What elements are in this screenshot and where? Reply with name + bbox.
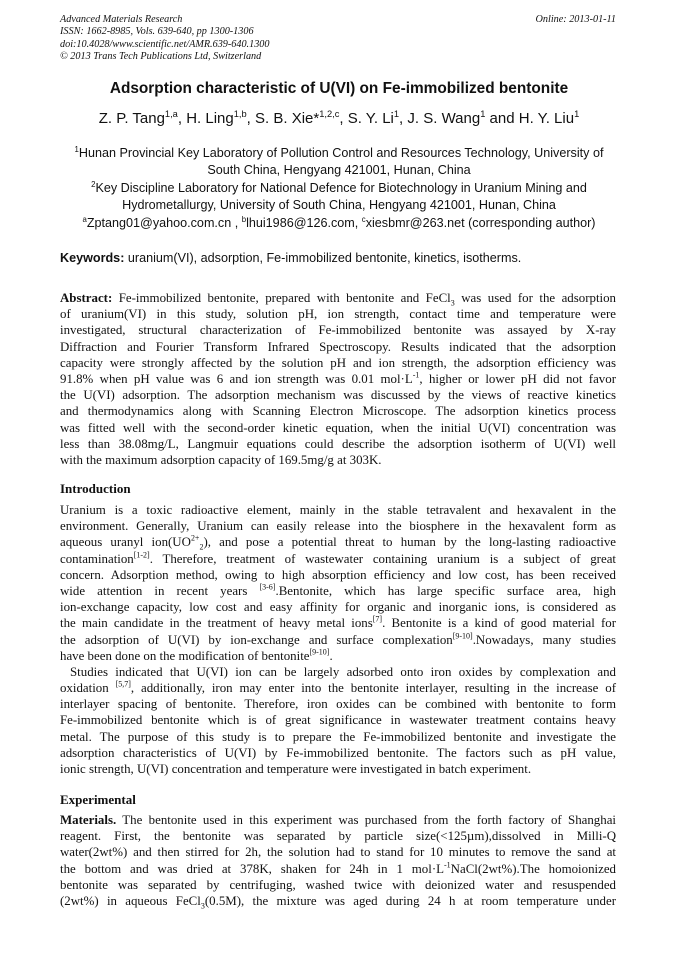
author-list: Z. P. Tang$^{1,a}$, H. Ling$^{1,b}$, S. B. Xie*$^{1,2,c}$, S. Y. Li$^1$, J. S. Wang$^1$ and H. Y. Liu$^1$ — [98, 109, 580, 127]
citation: [7] — [372, 615, 383, 625]
citation: [5,7] — [115, 679, 131, 689]
author-emails: $^a$Zptang01@yahoo.com.cn , $^b$lhui1986@126.com, $^c$xiesbmr@263.net (corresponding author) — [82, 214, 596, 230]
affiliation-1: $^1$Hunan Provincial Key Laboratory of Pollution Control and Resources Technology, University of South China, Hengyang 421001, Hunan, China — [74, 144, 604, 177]
citation: [9-10] — [309, 647, 330, 657]
keywords-label: Keywords: — [60, 251, 125, 265]
keywords-text: uranium(VI), adsorption, Fe-immobilized bentonite, kinetics, isotherms. — [127, 251, 522, 265]
section-heading-introduction: Introduction — [60, 481, 131, 496]
author-name: H. Ling — [186, 110, 234, 127]
email-a: Zptang01@yahoo.com.cn , — [86, 216, 239, 230]
citation: [1-2] — [133, 550, 150, 560]
email-c: xiesbmr@263.net (corresponding author) — [365, 216, 596, 230]
section-heading-experimental: Experimental — [60, 792, 136, 807]
author-name: S. Y. Li — [347, 110, 394, 127]
journal-name: Advanced Materials Research — [60, 14, 183, 25]
citation: [3-6] — [259, 582, 276, 592]
journal-issn: ISSN: 1662-8985, Vols. 639-640, pp 1300-1306 — [60, 26, 254, 38]
author-affil-mark: 1 — [480, 109, 486, 119]
abstract-label: Abstract: — [60, 291, 113, 305]
citation: [9-10] — [452, 631, 473, 641]
email-b: lhui1986@126.com, — [246, 216, 359, 230]
materials-body: Materials. The bentonite used in this experiment was purchased from the forth factory of Shanghai reagent. First, the bentonite was separated by particle size(<125µm),dissolved in Milli-Q water(2wt%) and then stirred for 2h, the solution had to stand for 10 minutes to remove the sand at the bottom and was dried at 378K, shaken for 24h in 1 $mol\cdot L^{-1}NaCl(2wt\%).The$ homoionized bentonite was separated by centrifuging, washed twice with deionized water and resuspended (2wt%) in aqueous FeCl$_3$(0.5M), the mixture was aged during 24 h at room temperature under — [60, 813, 617, 911]
author-name: J. S. Wang — [407, 110, 481, 127]
paper-title: Adsorption characteristic of U(VI) on Fe-immobilized bentonite — [109, 80, 569, 97]
author-affil-mark: 1,2,c — [319, 109, 340, 119]
author-name: S. B. Xie* — [255, 110, 320, 127]
author-affil-mark: 1 — [393, 109, 400, 119]
author-affil-mark: 1 — [574, 109, 580, 119]
journal-copyright: © 2013 Trans Tech Publications Ltd, Switzerland — [60, 51, 262, 63]
author-name: Z. P. Tang — [98, 110, 165, 127]
affiliation-2: $^2$Key Discipline Laboratory for National Defence for Biotechnology in Uranium Mining and Hydrometallurgy, University of South China, Hengyang 421001, Hunan, China — [91, 179, 587, 212]
author-affil-mark: 1,a — [164, 109, 178, 119]
journal-doi: doi:10.4028/www.scientific.net/AMR.639-640.1300 — [60, 38, 270, 50]
introduction-body: Uranium is a toxic radioactive element, mainly in the stable tetravalent and hexavalent in the environment. Generally, Uranium can easily release into the biosphere in the hexavalent form as aqueous uranyl $ion(UO^{2+}_2)$, and pose a potential threat to human by the long-lasting radioactive contamination[1-2]. Therefore, treatment of wastewater containing uranium is a subject of great concern. Adsorption method, owing to high absorption efficiency and low cost, has been received wide attention in recent years [3-6].Bentonite, which has large specific surface area, high ion-exchange capacity, low cost and easy affinity for organic and inorganic ions, is considered as the main candidate in the treatment of heavy metal ions[7]. Bentonite is a kind of good material for the adsorption of U(VI) by ion-exchange and surface complexation[9-10].Nowadays, many studies have been done on the modification of bentonite[9-10]. Studies indicated that U(VI) ion can be largely adsorbed onto iron oxides by complexation and oxidation [5,7], additionally, iron may enter into the bentonite interlayer, resulting in the increase of interlayer spacing of bentonite. Therefore, iron oxides can be combined with bentonite to form Fe-immobilized bentonite which is of great significance in wastewater treatment contains heavy metal. The purpose of this study is to prepare the Fe-immobilized bentonite and investigate the adsorption characteristics of U(VI) by Fe-immobilized bentonite. The factors such as pH value, ionic strength, U(VI) concentration and temperature were investigated in batch experiment. — [60, 503, 617, 776]
author-name: H. Y. Liu — [518, 110, 575, 127]
author-affil-mark: 1,b — [233, 109, 247, 119]
materials-label: Materials. — [60, 813, 117, 827]
journal-header — [60, 14, 269, 64]
online-date: Online: 2013-01-11 — [535, 14, 616, 25]
abstract: Abstract: Fe-immobilized bentonite, prepared with bentonite and FeCl$_3$ was used for the adsorption of uranium(VI) in this study, solution pH, ion strength, contact time and temperature were investigated, structural characterization of Fe-immobilized bentonite was assayed by X-ray Diffraction and Fourier Transform Infrared Spectroscopy. Results indicated that the adsorption capacity were strongly affected by the solution pH and ion strength, the adsorption efficiency was 91.8% when pH value was 6 and ion strength was 0.01 $mol\cdot L^{-1}$, higher or lower pH did not favor the U(VI) adsorption. The adsorption mechanism was discussed by the views of reactive kinetics and thermodynamics along with Scanning Electron Microscope. The adsorption kinetics process was fitted well with the second-order kinetic equation, when the initial U(VI) concentration was less than 38.08mg/L, Langmuir equations could describe the adsorption isotherm of U(VI) well with the maximum adsorption capacity of 169.5mg/g at 303K. — [60, 291, 617, 467]
keywords — [60, 251, 618, 265]
affiliation-mark: 2 — [91, 179, 96, 189]
affiliation-mark: 1 — [74, 144, 79, 154]
